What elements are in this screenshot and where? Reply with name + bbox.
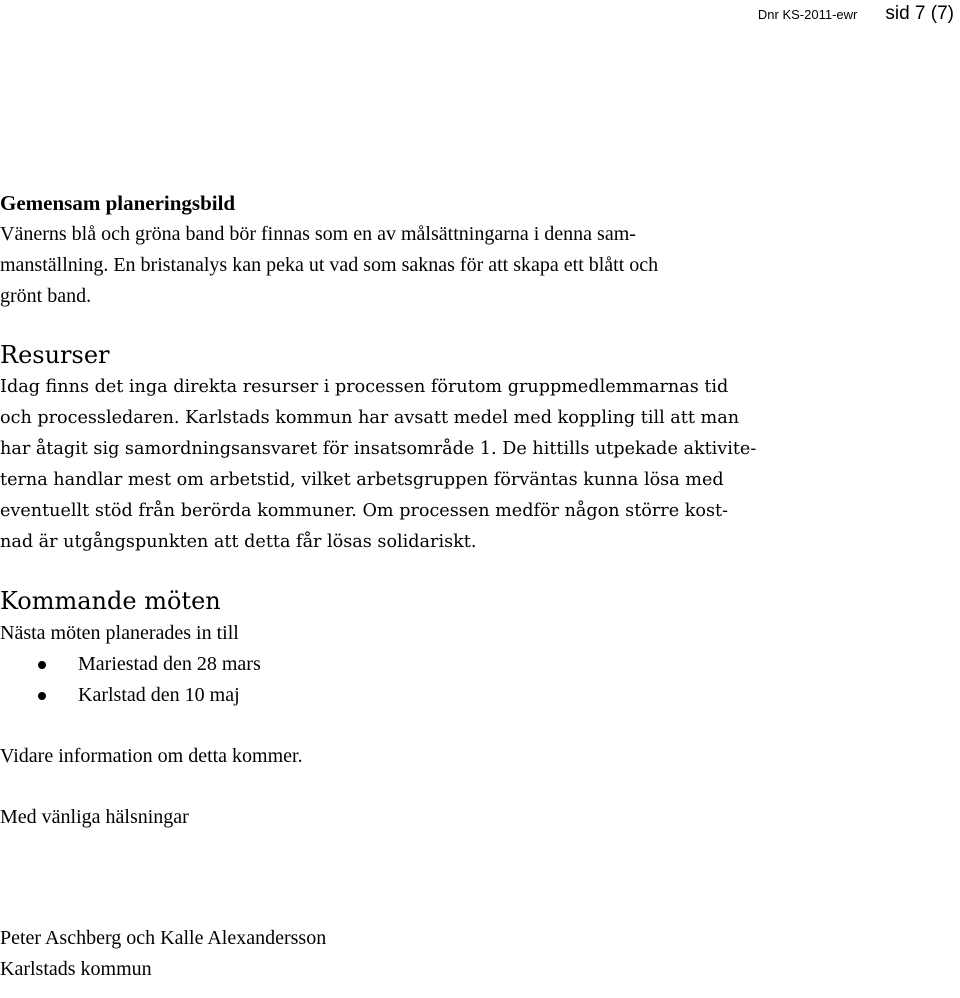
bullet-icon [38, 692, 46, 700]
paragraph-line: eventuellt stöd från berörda kommuner. Om processen medför någon större kost- [0, 501, 728, 521]
paragraph-line: nad är utgångspunkten att detta får lösas solidariskt. [0, 532, 477, 552]
paragraph-line: Vänerns blå och gröna band bör finnas som en av målsättningarna i denna sam- [0, 223, 636, 245]
paragraph-line: terna handlar mest om arbetstid, vilket arbetsgruppen förväntas kunna lösa med [0, 470, 724, 490]
meetings-intro: Nästa möten planerades in till [0, 622, 239, 644]
section-planering [0, 188, 960, 312]
meetings-list [0, 649, 960, 711]
signature-organization: Karlstads kommun [0, 958, 152, 980]
list-item [0, 680, 960, 711]
paragraph-line: Idag finns det inga direkta resurser i processen förutom gruppmedlemmarnas tid [0, 377, 729, 397]
section-heading-resurser: Resurser [0, 341, 110, 369]
paragraph-line: har åtagit sig samordningsansvaret för insatsområde 1. De hittills utpekade aktivite- [0, 439, 757, 459]
document-reference: Dnr KS-2011-ewr [757, 6, 858, 22]
page-number: sid 7 (7) [885, 3, 954, 24]
paragraph-line: och processledaren. Karlstads kommun har avsatt medel med koppling till att man [0, 408, 740, 428]
section-heading-moten: Kommande möten [0, 587, 221, 615]
signature-names: Peter Aschberg och Kalle Alexandersson [0, 927, 327, 949]
paragraph-line: manställning. En bristanalys kan peka ut vad som saknas för att skapa ett blått och [0, 254, 659, 276]
list-item-text: Karlstad den 10 maj [78, 684, 240, 706]
paragraph-line: grönt band. [0, 285, 92, 307]
bullet-icon [38, 661, 46, 669]
list-item-text: Mariestad den 28 mars [78, 653, 261, 675]
section-moten [0, 584, 960, 711]
list-item [0, 649, 960, 680]
page-header [758, 0, 954, 28]
document-body [0, 188, 960, 985]
closing-greeting: Med vänliga hälsningar [0, 806, 189, 828]
section-heading-planering: Gemensam planeringsbild [0, 191, 236, 215]
section-resurser [0, 338, 960, 558]
closing-info: Vidare information om detta kommer. [0, 745, 303, 767]
